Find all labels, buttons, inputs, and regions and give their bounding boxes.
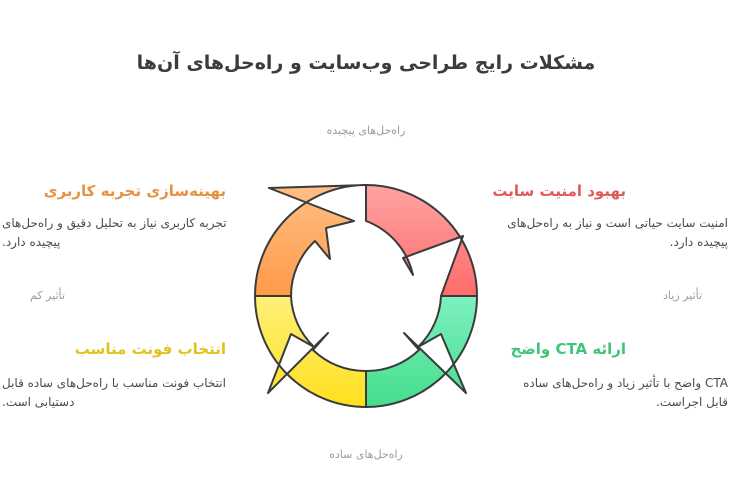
axis-label-bottom: راه‌حل‌های ساده xyxy=(329,448,403,461)
quadrant-segment-cta xyxy=(366,296,477,407)
quadrant-ring-diagram xyxy=(250,180,482,412)
quadrant-desc-font: انتخاب فونت مناسب با راه‌حل‌های ساده قابل دستیابی است. xyxy=(2,376,226,409)
axis-label-left: تأثیر کم xyxy=(30,289,65,302)
quadrant-segment-security xyxy=(366,185,477,296)
quadrant-title-security: بهبود امنیت سایت xyxy=(492,182,626,200)
quadrant-title-font: انتخاب فونت مناسب xyxy=(74,340,226,358)
quadrant-desc-cta: CTA واضح با تأثیر زیاد و راه‌حل‌های ساده قابل اجراست. xyxy=(523,376,728,409)
quadrant-desc-ux: تجربه کاربری نیاز به تحلیل دقیق و راه‌حل‌های پیچیده دارد. xyxy=(2,216,227,249)
quadrant-title-ux: بهینه‌سازی تجربه کاربری xyxy=(43,182,226,200)
axis-label-top: راه‌حل‌های پیچیده xyxy=(326,124,406,137)
quadrant-title-cta: ارائه CTA واضح xyxy=(510,340,626,358)
quadrant-segment-ux xyxy=(255,185,366,296)
axis-label-right: تأثیر زیاد xyxy=(663,289,702,302)
quadrant-segment-font xyxy=(255,296,366,407)
diagram-title: مشکلات رایج طراحی وب‌سایت و راه‌حل‌های آن‌ها xyxy=(136,52,596,74)
quadrant-desc-security: امنیت سایت حیاتی است و نیاز به راه‌حل‌های پیچیده دارد. xyxy=(507,216,728,249)
